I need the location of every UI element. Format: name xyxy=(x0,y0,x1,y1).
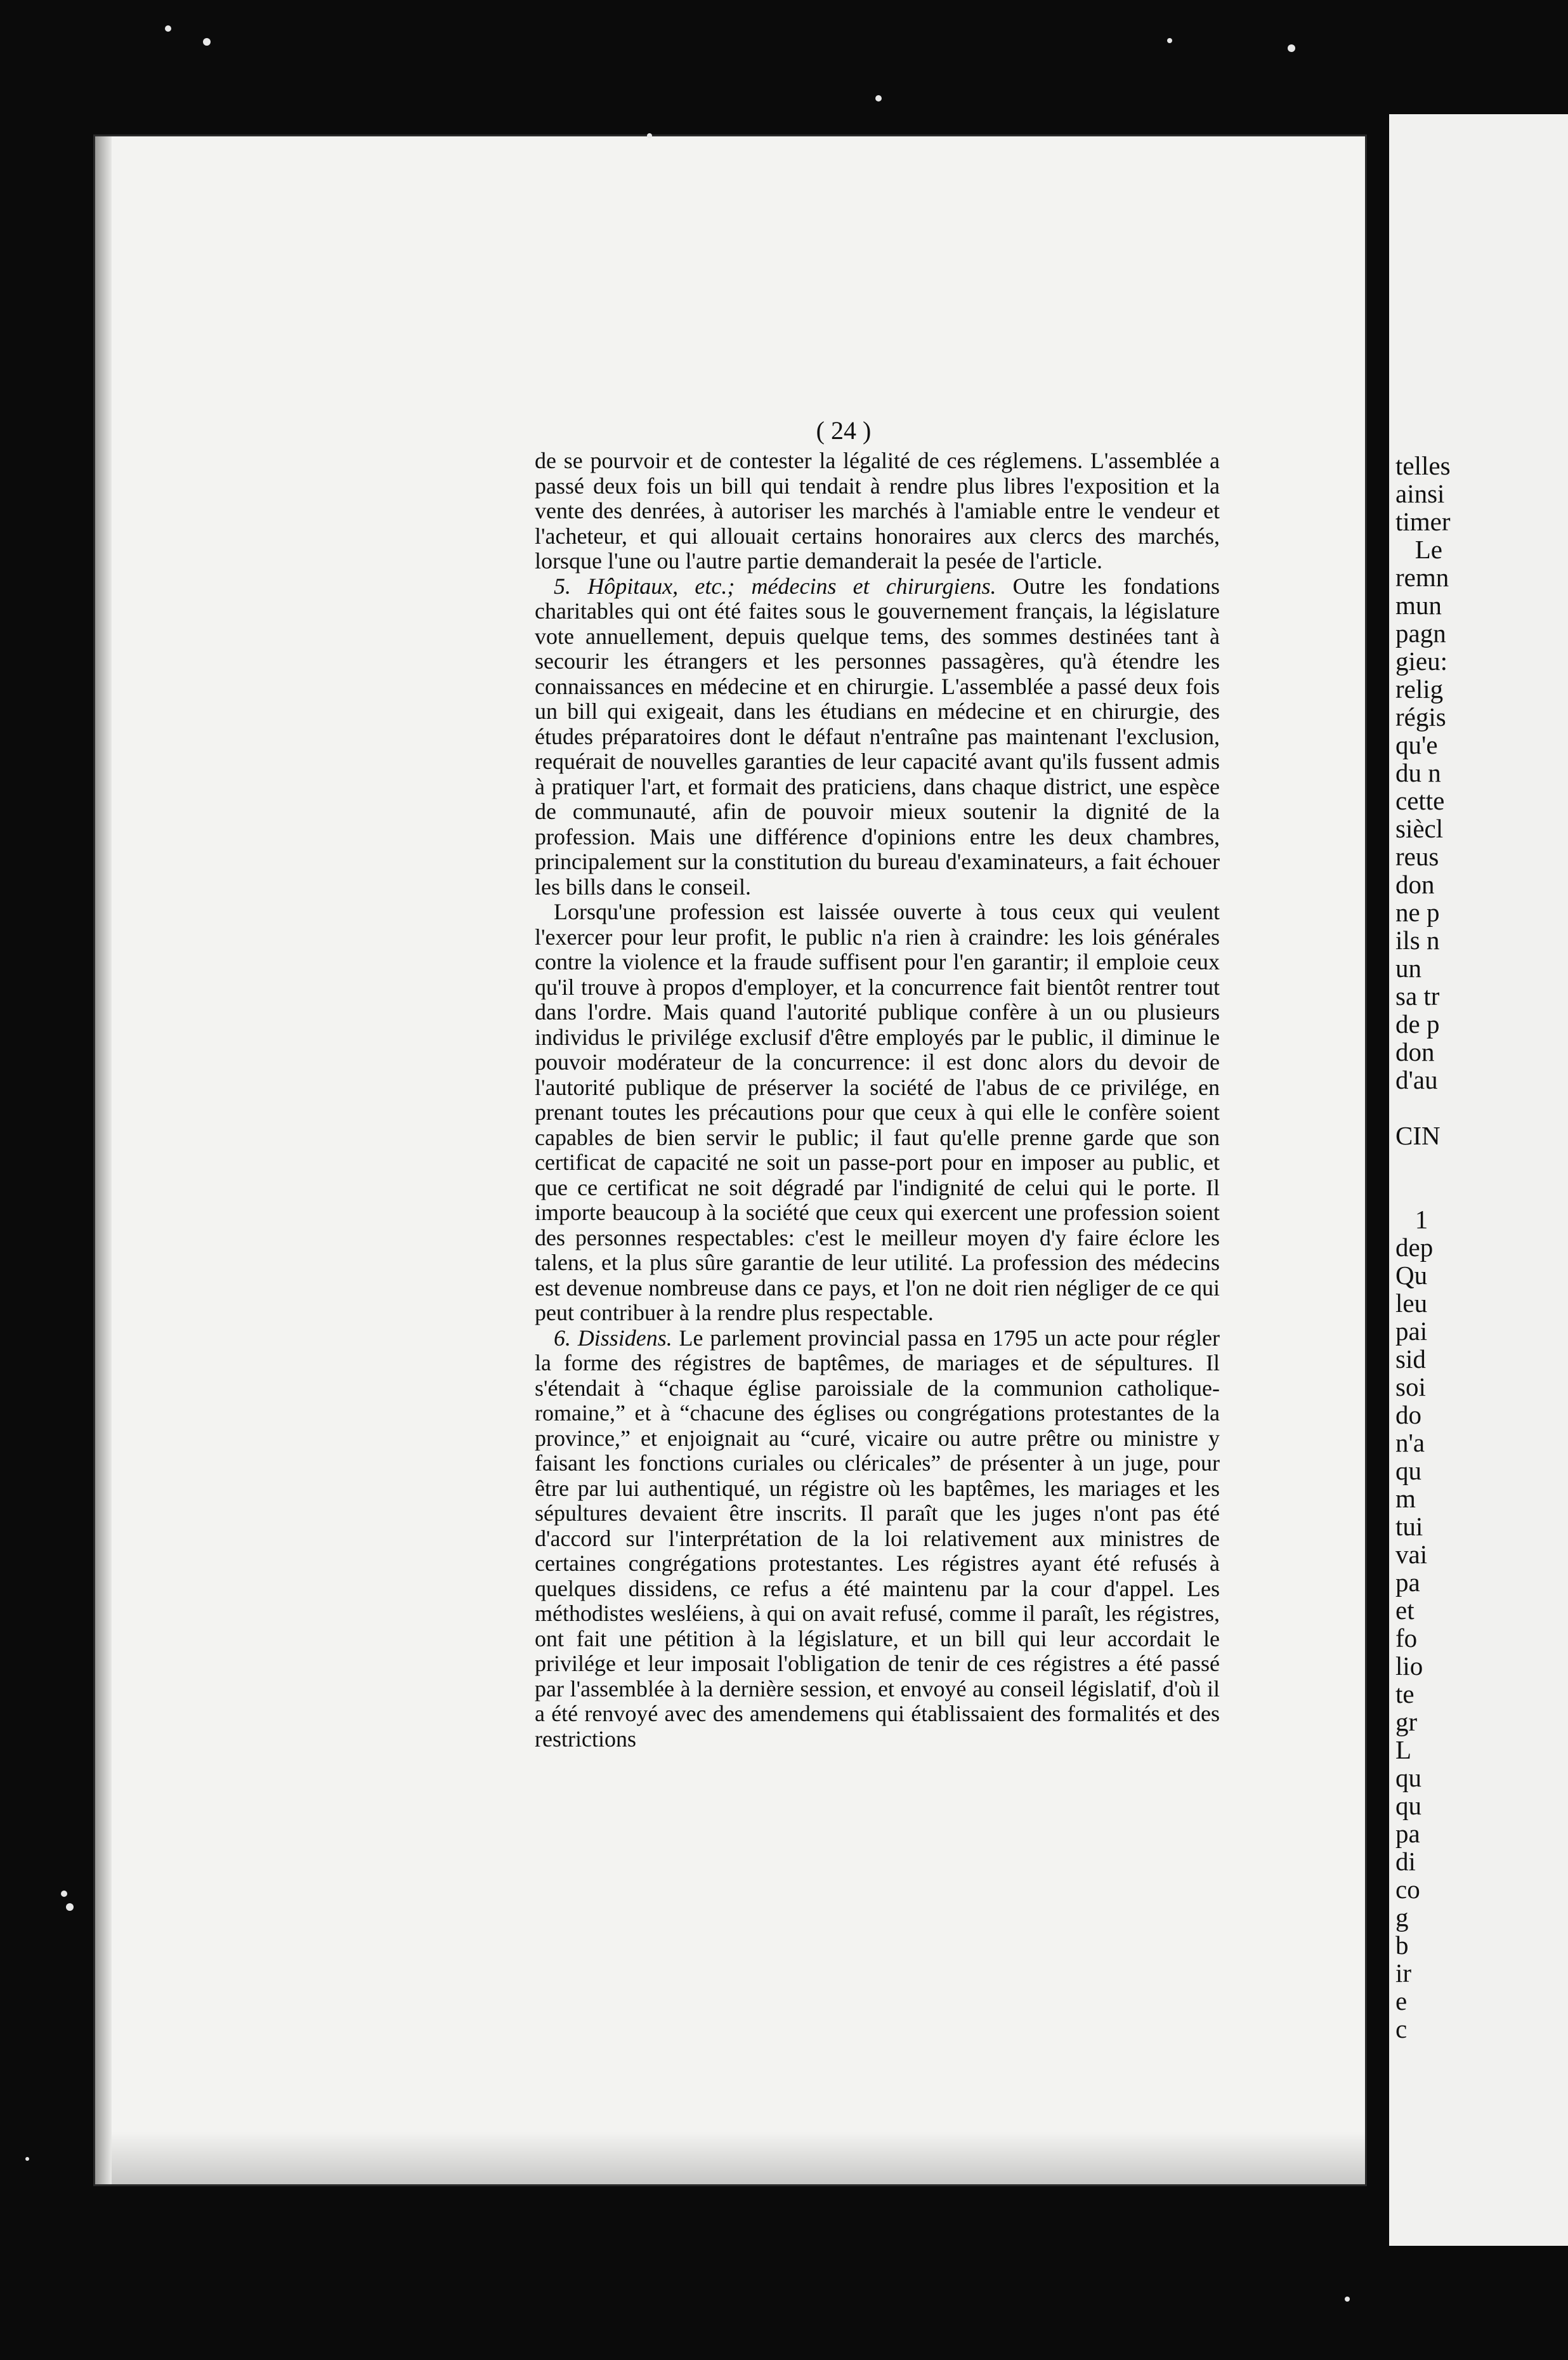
scan-speck xyxy=(61,1891,67,1897)
page-gutter-shadow xyxy=(95,136,112,2184)
scan-speck xyxy=(1345,2297,1350,2302)
page-bottom-shadow xyxy=(112,2132,1365,2184)
scan-speck xyxy=(1167,38,1172,43)
paragraph-text: de se pourvoir et de contester la légalité de ces réglemens. L'assemblée a passé deux fois un bill qui tendait à rendre plus libres l'exposition et la vente des denrées, à autoriser les marchés à l'amiable entre le vendeur et l'acheteur, et qui allouait certains honoraires aux clercs des marchés, lorsque l'une ou l'autre partie demanderait la pesée de l'article. xyxy=(535,448,1220,574)
paragraph xyxy=(535,574,1220,900)
scan-speck xyxy=(875,95,882,102)
scan-speck xyxy=(1288,44,1295,52)
body-text xyxy=(535,449,1220,1752)
scan-speck xyxy=(66,1903,74,1911)
facing-page-text: telles ainsi timer Le remn mun pagn gieu: relig régis qu'e du n cette siècl reus don ne p ils n un sa tr de p don d'au CIN 1 dep Qu leu pai sid soi do n'a qu m tui vai pa et fo lio te gr L qu qu pa di co g b ir e c xyxy=(1395,452,1451,2043)
paragraph-text: Le parlement provincial passa en 1795 un acte pour régler la forme des régistres de baptêmes, de mariages et de sépultures. Il s'étendait à “chaque église paroissiale de la communion catholique-romaine,” et à “chacune des églises ou congrégations protestantes de la province,” et enjoignait au “curé, vicaire ou autre prêtre ou ministre y faisant les fonctions curiales ou cléricales” de présenter à un juge, pour être par lui authentiqué, un régistre où les baptêmes, les mariages et les sépultures devaient être inscrits. Il paraît que les juges n'ont pas été d'accord sur l'interprétation de la loi relativement aux ministres de certaines congrégations protestantes. Les régistres ayant été refusés à quelques dissidens, ce refus a été maintenu par la cour d'appel. Les méthodistes wesléiens, à qui on avait refusé, comme il paraît, les régistres, ont fait une pétition à la législature, et un bill qui leur accordait le privilége et leur imposait l'obligation de tenir de ces régistres a été passé par l'assemblée à la dernière session, et envoyé au conseil législatif, d'où il a été renvoyé avec des amendemens qui établissaient des formalités et des restrictions xyxy=(535,1325,1220,1752)
scan-speck xyxy=(203,38,211,46)
paragraph-text: Outre les fondations charitables qui ont été faites sous le gouvernement français, la législature vote annuellement, depuis quelque tems, des sommes destinées tant à secourir les étrangers et les personnes passagères, qu'à étendre les connaissances en médecine et en chirurgie. L'assemblée a passé deux fois un bill qui exigeait, dans les étudians en médecine et en chirurgie, des études préparatoires dont le défaut n'entraîne pas maintenant l'exclusion, requérait de nouvelles garanties de leur capacité avant qu'ils fussent admis à pratiquer l'art, et formait des praticiens, dans chaque district, une espèce de communauté, afin de pouvoir mieux soutenir la dignité de la profession. Mais une différence d'opinions entre les deux chambres, principalement sur la constitution du bureau d'examinateurs, a fait échouer les bills dans le conseil. xyxy=(535,573,1220,900)
section-heading: 5. Hôpitaux, etc.; médecins et chirurgiens. xyxy=(554,573,996,599)
scan-speck xyxy=(647,133,652,138)
page-number: ( 24 ) xyxy=(816,416,872,445)
paragraph xyxy=(535,900,1220,1326)
paragraph-text: Lorsqu'une profession est laissée ouverte à tous ceux qui veulent l'exercer pour leur profit, le public n'a rien à craindre: les lois générales contre la violence et la fraude suffisent pour l'en garantir; il emploie ceux qu'il trouve à propos d'employer, et la concurrence fait bientôt rentrer tout dans l'ordre. Mais quand l'autorité publique confère à un ou plusieurs individus le privilége exclusif d'être employés par le public, il diminue le pouvoir modérateur de la concurrence: il est donc alors du devoir de l'autorité publique de préserver la société de l'abus de ce privilége, en prenant toutes les précautions pour que ceux à qui elle le confère soient capables de bien servir le public; il faut qu'elle prenne garde que son certificat de capacité ne soit un passe-port pour en imposer au public, et que ce certificat ne soit dégradé par l'indignité de celui qui le porte. Il importe beaucoup à la société que ceux qui exercent une profession soient des personnes respectables: c'est le meilleur moyen d'y faire éclore les talens, et la plus sûre garantie de leur utilité. La profession des médecins est devenue nombreuse dans ce pays, et l'on ne doit rien négliger de ce qui peut contribuer à la rendre plus respectable. xyxy=(535,899,1220,1325)
paragraph xyxy=(535,449,1220,574)
scan-speck xyxy=(165,25,171,32)
paragraph xyxy=(535,1326,1220,1752)
scan-speck xyxy=(25,2157,29,2161)
section-heading: 6. Dissidens. xyxy=(554,1325,672,1351)
